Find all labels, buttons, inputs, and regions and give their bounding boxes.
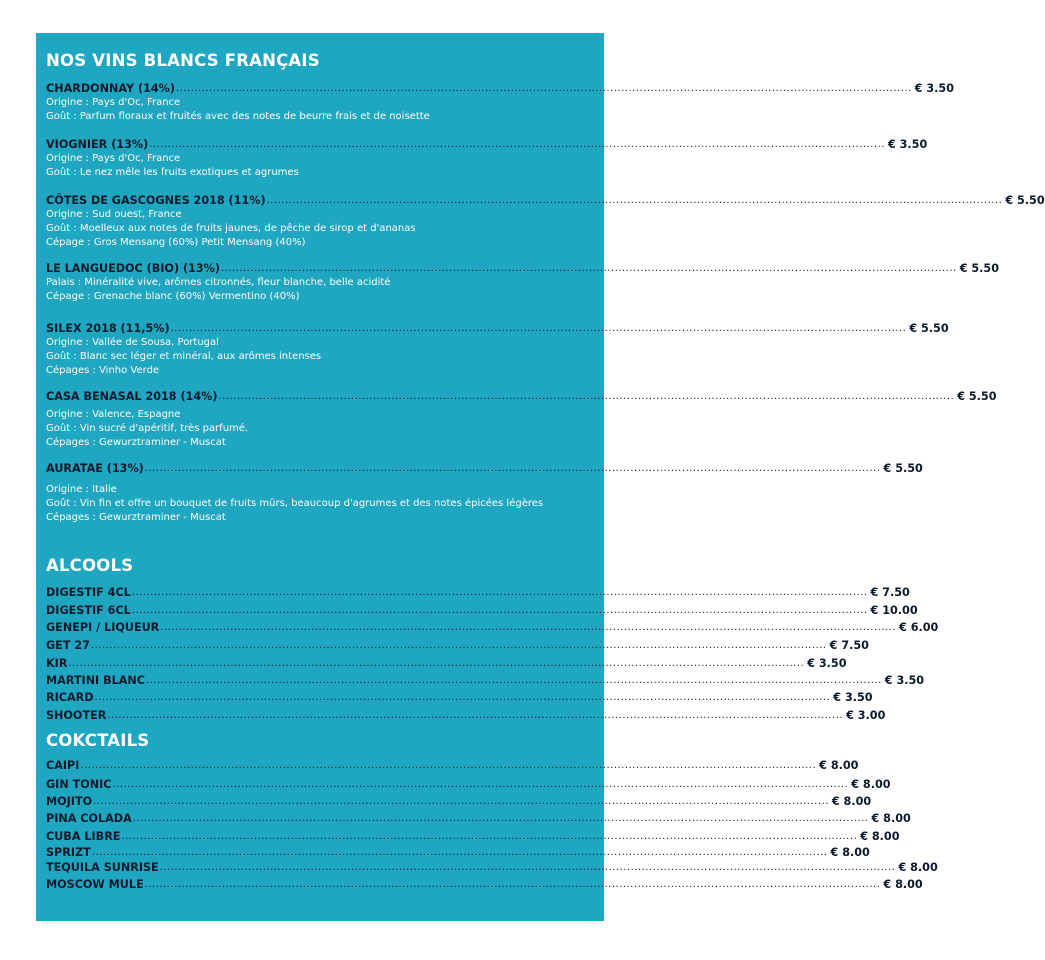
- alcool-row: [46, 601, 918, 617]
- wine-price: € 3.50: [914, 82, 955, 95]
- wine-price: € 5.50: [959, 262, 999, 275]
- wine-details: [46, 408, 582, 450]
- leader-dots: ........................................................................................................................................................................................................: [131, 587, 868, 598]
- wine-detail-line: Goût : Vin sucré d'apéritif, très parfumé.: [46, 423, 249, 434]
- alcool-row: [46, 654, 847, 670]
- item-name: KIR: [46, 657, 68, 670]
- item-name: DIGESTIF 6CL: [46, 604, 131, 617]
- wine-price: € 5.50: [1005, 194, 1045, 207]
- leader-dots: ........................................................................................................................................................................................................: [146, 675, 882, 686]
- item-name: GENEPI / LIQUEUR: [46, 621, 160, 634]
- leader-dots: ........................................................................................................................................................................................................: [94, 692, 831, 703]
- item-price: € 6.00: [899, 621, 939, 634]
- item-name: GIN TONIC: [46, 778, 112, 791]
- leader-dots: ........................................................................................................................................................................................................: [266, 195, 1003, 206]
- leader-dots: ........................................................................................................................................................................................................: [132, 813, 869, 824]
- wine-detail-line: Palais : Minéralité vive, arômes citronnés, fleur blanche, belle acidité: [46, 277, 391, 288]
- wine-detail-line: Cépages : Gewurztraminer - Muscat: [46, 512, 226, 523]
- item-name: MOJITO: [46, 795, 93, 808]
- wine-details: [46, 208, 582, 250]
- wine-detail-line: Origine : Pays d'Oc, France: [46, 97, 181, 108]
- item-name: DIGESTIF 4CL: [46, 586, 131, 599]
- item-price: € 8.00: [898, 861, 938, 874]
- wine-detail-line: Goût : Moelleux aux notes de fruits jaunes, de pêche de sirop et d'ananas: [46, 223, 416, 234]
- wine-detail-line: Cépages : Vinho Verde: [46, 365, 160, 376]
- wine-detail-line: Cépage : Gros Mensang (60%) Petit Mensang (40%): [46, 237, 306, 248]
- wine-detail-line: Origine : Vallée de Sousa, Portugal: [46, 337, 219, 348]
- wine-details: [46, 96, 582, 124]
- wine-price: € 3.50: [887, 138, 928, 151]
- item-price: € 8.00: [851, 778, 891, 791]
- wine-details: [46, 276, 582, 304]
- wine-details: [46, 152, 582, 180]
- item-name: PINA COLADA: [46, 812, 132, 825]
- wine-row: [46, 79, 955, 95]
- wine-price: € 5.50: [957, 390, 997, 403]
- leader-dots: ........................................................................................................................................................................................................: [218, 391, 955, 402]
- cocktail-row: [46, 809, 911, 825]
- leader-dots: ........................................................................................................................................................................................................: [90, 640, 827, 651]
- item-price: € 8.00: [830, 846, 870, 859]
- wine-name: VIOGNIER (13%): [46, 138, 149, 151]
- leader-dots: ........................................................................................................................................................................................................: [107, 710, 844, 721]
- item-price: € 3.50: [807, 657, 847, 670]
- wine-name: CASA BENASAL 2018 (14%): [46, 390, 218, 403]
- section-title-whites: NOS VINS BLANCS FRANÇAIS: [46, 51, 320, 70]
- item-name: SHOOTER: [46, 709, 107, 722]
- wine-detail-line: Goût : Blanc sec léger et minéral, aux arômes intenses: [46, 351, 322, 362]
- leader-dots: ........................................................................................................................................................................................................: [112, 779, 849, 790]
- wine-row: [46, 135, 928, 151]
- cocktail-row: [46, 792, 872, 808]
- leader-dots: ........................................................................................................................................................................................................: [93, 796, 829, 807]
- leader-dots: ........................................................................................................................................................................................................: [144, 463, 881, 474]
- alcool-row: [46, 583, 910, 599]
- wine-detail-line: Cépage : Grenache blanc (60%) Vermentino (40%): [46, 291, 300, 302]
- item-name: CAIPI: [46, 759, 80, 772]
- wine-name: CÔTES DE GASCOGNES 2018 (11%): [46, 194, 266, 207]
- leader-dots: ........................................................................................................................................................................................................: [220, 263, 957, 274]
- item-price: € 8.00: [860, 830, 900, 843]
- leader-dots: ........................................................................................................................................................................................................: [80, 760, 817, 771]
- cocktail-row: [46, 756, 859, 772]
- wine-name: SILEX 2018 (11,5%): [46, 322, 170, 335]
- wine-price: € 5.50: [909, 322, 949, 335]
- leader-dots: ........................................................................................................................................................................................................: [160, 622, 897, 633]
- leader-dots: ........................................................................................................................................................................................................: [144, 879, 881, 890]
- item-price: € 3.00: [846, 709, 886, 722]
- alcool-row: [46, 618, 939, 634]
- wine-row: [46, 319, 949, 335]
- leader-dots: ........................................................................................................................................................................................................: [91, 847, 828, 858]
- cocktail-row: [46, 827, 900, 843]
- item-price: € 7.50: [829, 639, 869, 652]
- wine-price: € 5.50: [883, 462, 923, 475]
- item-price: € 8.00: [883, 878, 923, 891]
- wine-name: CHARDONNAY (14%): [46, 82, 175, 95]
- wine-detail-line: Origine : Valence, Espagne: [46, 409, 181, 420]
- item-price: € 8.00: [871, 812, 911, 825]
- cocktail-row: [46, 875, 923, 891]
- section-title-alcools: ALCOOLS: [46, 556, 134, 575]
- wine-detail-line: Origine : Pays d'Oc, France: [46, 153, 181, 164]
- wine-row: [46, 459, 923, 475]
- wine-details: [46, 483, 582, 525]
- wine-name: LE LANGUEDOC (BIO) (13%): [46, 262, 220, 275]
- cocktail-row: [46, 843, 870, 859]
- leader-dots: ........................................................................................................................................................................................................: [121, 831, 858, 842]
- cocktail-row: [46, 858, 938, 874]
- cocktail-row: [46, 775, 891, 791]
- item-price: € 7.50: [870, 586, 910, 599]
- leader-dots: ........................................................................................................................................................................................................: [175, 83, 912, 94]
- leader-dots: ........................................................................................................................................................................................................: [159, 862, 896, 873]
- item-price: € 3.50: [884, 674, 925, 687]
- item-price: € 8.00: [831, 795, 872, 808]
- leader-dots: ........................................................................................................................................................................................................: [131, 605, 868, 616]
- wine-detail-line: Origine : Sud ouest, France: [46, 209, 182, 220]
- wine-row: [46, 259, 999, 275]
- wine-details: [46, 336, 582, 378]
- wine-row: [46, 191, 1045, 207]
- wine-detail-line: Goût : Le nez mêle les fruits exotiques et agrumes: [46, 167, 299, 178]
- leader-dots: ........................................................................................................................................................................................................: [68, 658, 805, 669]
- item-name: SPRIZT: [46, 846, 91, 859]
- menu-panel: [36, 33, 1045, 921]
- alcool-row: [46, 688, 873, 704]
- leader-dots: ........................................................................................................................................................................................................: [170, 323, 907, 334]
- wine-detail-line: Cépages : Gewurztraminer - Muscat: [46, 437, 226, 448]
- item-price: € 10.00: [870, 604, 918, 617]
- wine-name: AURATAE (13%): [46, 462, 144, 475]
- wine-detail-line: Goût : Parfum floraux et fruités avec des notes de beurre frais et de noisette: [46, 111, 430, 122]
- item-name: MOSCOW MULE: [46, 878, 144, 891]
- wine-detail-line: Goût : Vin fin et offre un bouquet de fruits mûrs, beaucoup d'agrumes et des notes épicées légères: [46, 498, 544, 509]
- item-name: TEQUILA SUNRISE: [46, 861, 159, 874]
- item-price: € 3.50: [833, 691, 873, 704]
- leader-dots: ........................................................................................................................................................................................................: [149, 139, 885, 150]
- item-price: € 8.00: [819, 759, 859, 772]
- alcool-row: [46, 706, 886, 722]
- item-name: RICARD: [46, 691, 94, 704]
- section-title-cocktails: COKCTAILS: [46, 731, 150, 750]
- item-name: GET 27: [46, 639, 90, 652]
- wine-row: [46, 387, 997, 403]
- wine-detail-line: Origine : Italie: [46, 484, 117, 495]
- alcool-row: [46, 671, 925, 687]
- item-name: MARTINI BLANC: [46, 674, 146, 687]
- alcool-row: [46, 636, 869, 652]
- item-name: CUBA LIBRE: [46, 830, 121, 843]
